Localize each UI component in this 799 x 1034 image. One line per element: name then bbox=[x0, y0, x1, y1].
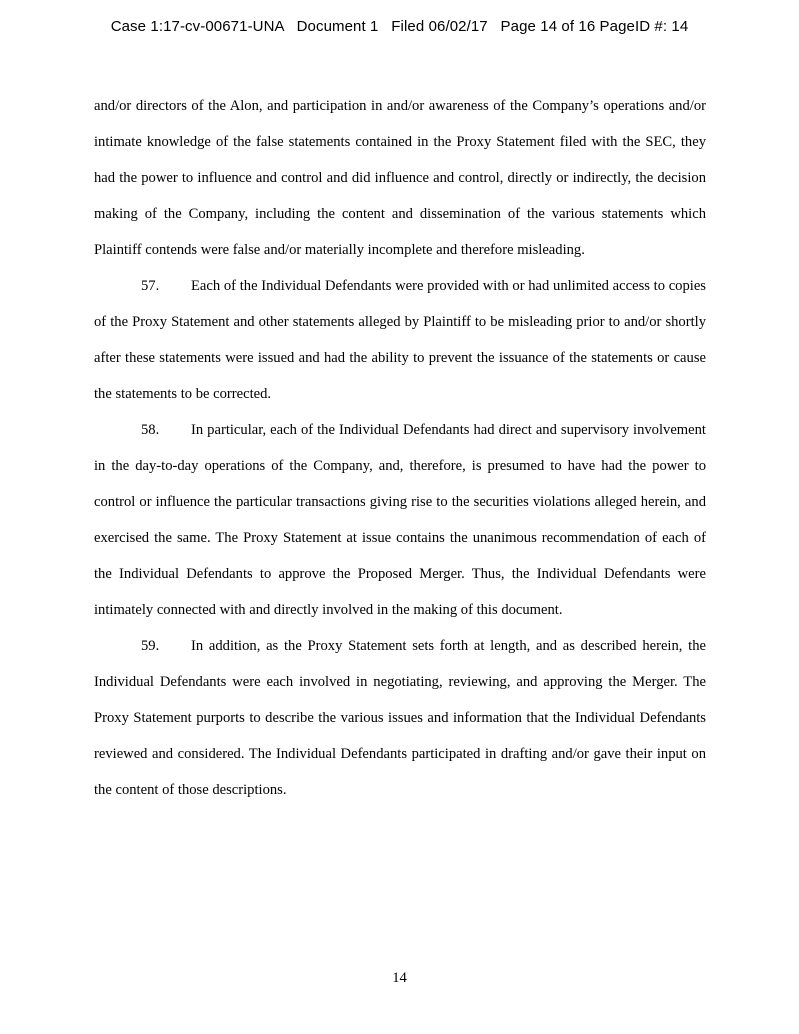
continuation-paragraph: and/or directors of the Alon, and participation in and/or awareness of the Company’s operations and/or intimate knowledge of the false statements contained in the Proxy Statement filed with the SEC, they had the power to influence and control and did influence and control, directly or indirectly, the decision making of the Company, including the content and dissemination of the various statements which Plaintiff contends were false and/or materially incomplete and therefore misleading. bbox=[94, 98, 706, 258]
case-header: Case 1:17-cv-00671-UNA Document 1 Filed 06/02/17 Page 14 of 16 PageID #: 14 bbox=[110, 18, 689, 35]
paragraph-text: Each of the Individual Defendants were provided with or had unlimited access to copies of the Proxy Statement and other statements alleged by Plaintiff to be misleading prior to and/or shortly after these statements were issued and had the ability to prevent the issuance of the statements or cause the statements to be corrected. bbox=[94, 278, 706, 402]
paragraph-text: In particular, each of the Individual Defendants had direct and supervisory involvement in the day-to-day operations of the Company, and, therefore, is presumed to have had the power to control or influence the particular transactions giving rise to the securities violations alleged herein, and exercised the same. The Proxy Statement at issue contains the unanimous recommendation of each of the Individual Defendants to approve the Proposed Merger. Thus, the Individual Defendants were intimately connected with and directly involved in the making of this document. bbox=[94, 422, 706, 618]
document-body bbox=[94, 88, 706, 808]
paragraph-number: 59. bbox=[141, 638, 160, 654]
paragraph-text: In addition, as the Proxy Statement sets forth at length, and as described herein, the Individual Defendants were each involved in negotiating, reviewing, and approving the Merger. The Proxy Statement purports to describe the various issues and information that the Individual Defendants reviewed and considered. The Individual Defendants participated in drafting and/or gave their input on the content of those descriptions. bbox=[94, 638, 706, 798]
paragraph-58 bbox=[94, 412, 706, 628]
paragraph-57 bbox=[94, 268, 706, 412]
page-number: 14 bbox=[392, 970, 407, 986]
paragraph-number: 58. bbox=[141, 422, 160, 438]
paragraph-59 bbox=[94, 628, 706, 808]
paragraph-number: 57. bbox=[141, 278, 160, 294]
